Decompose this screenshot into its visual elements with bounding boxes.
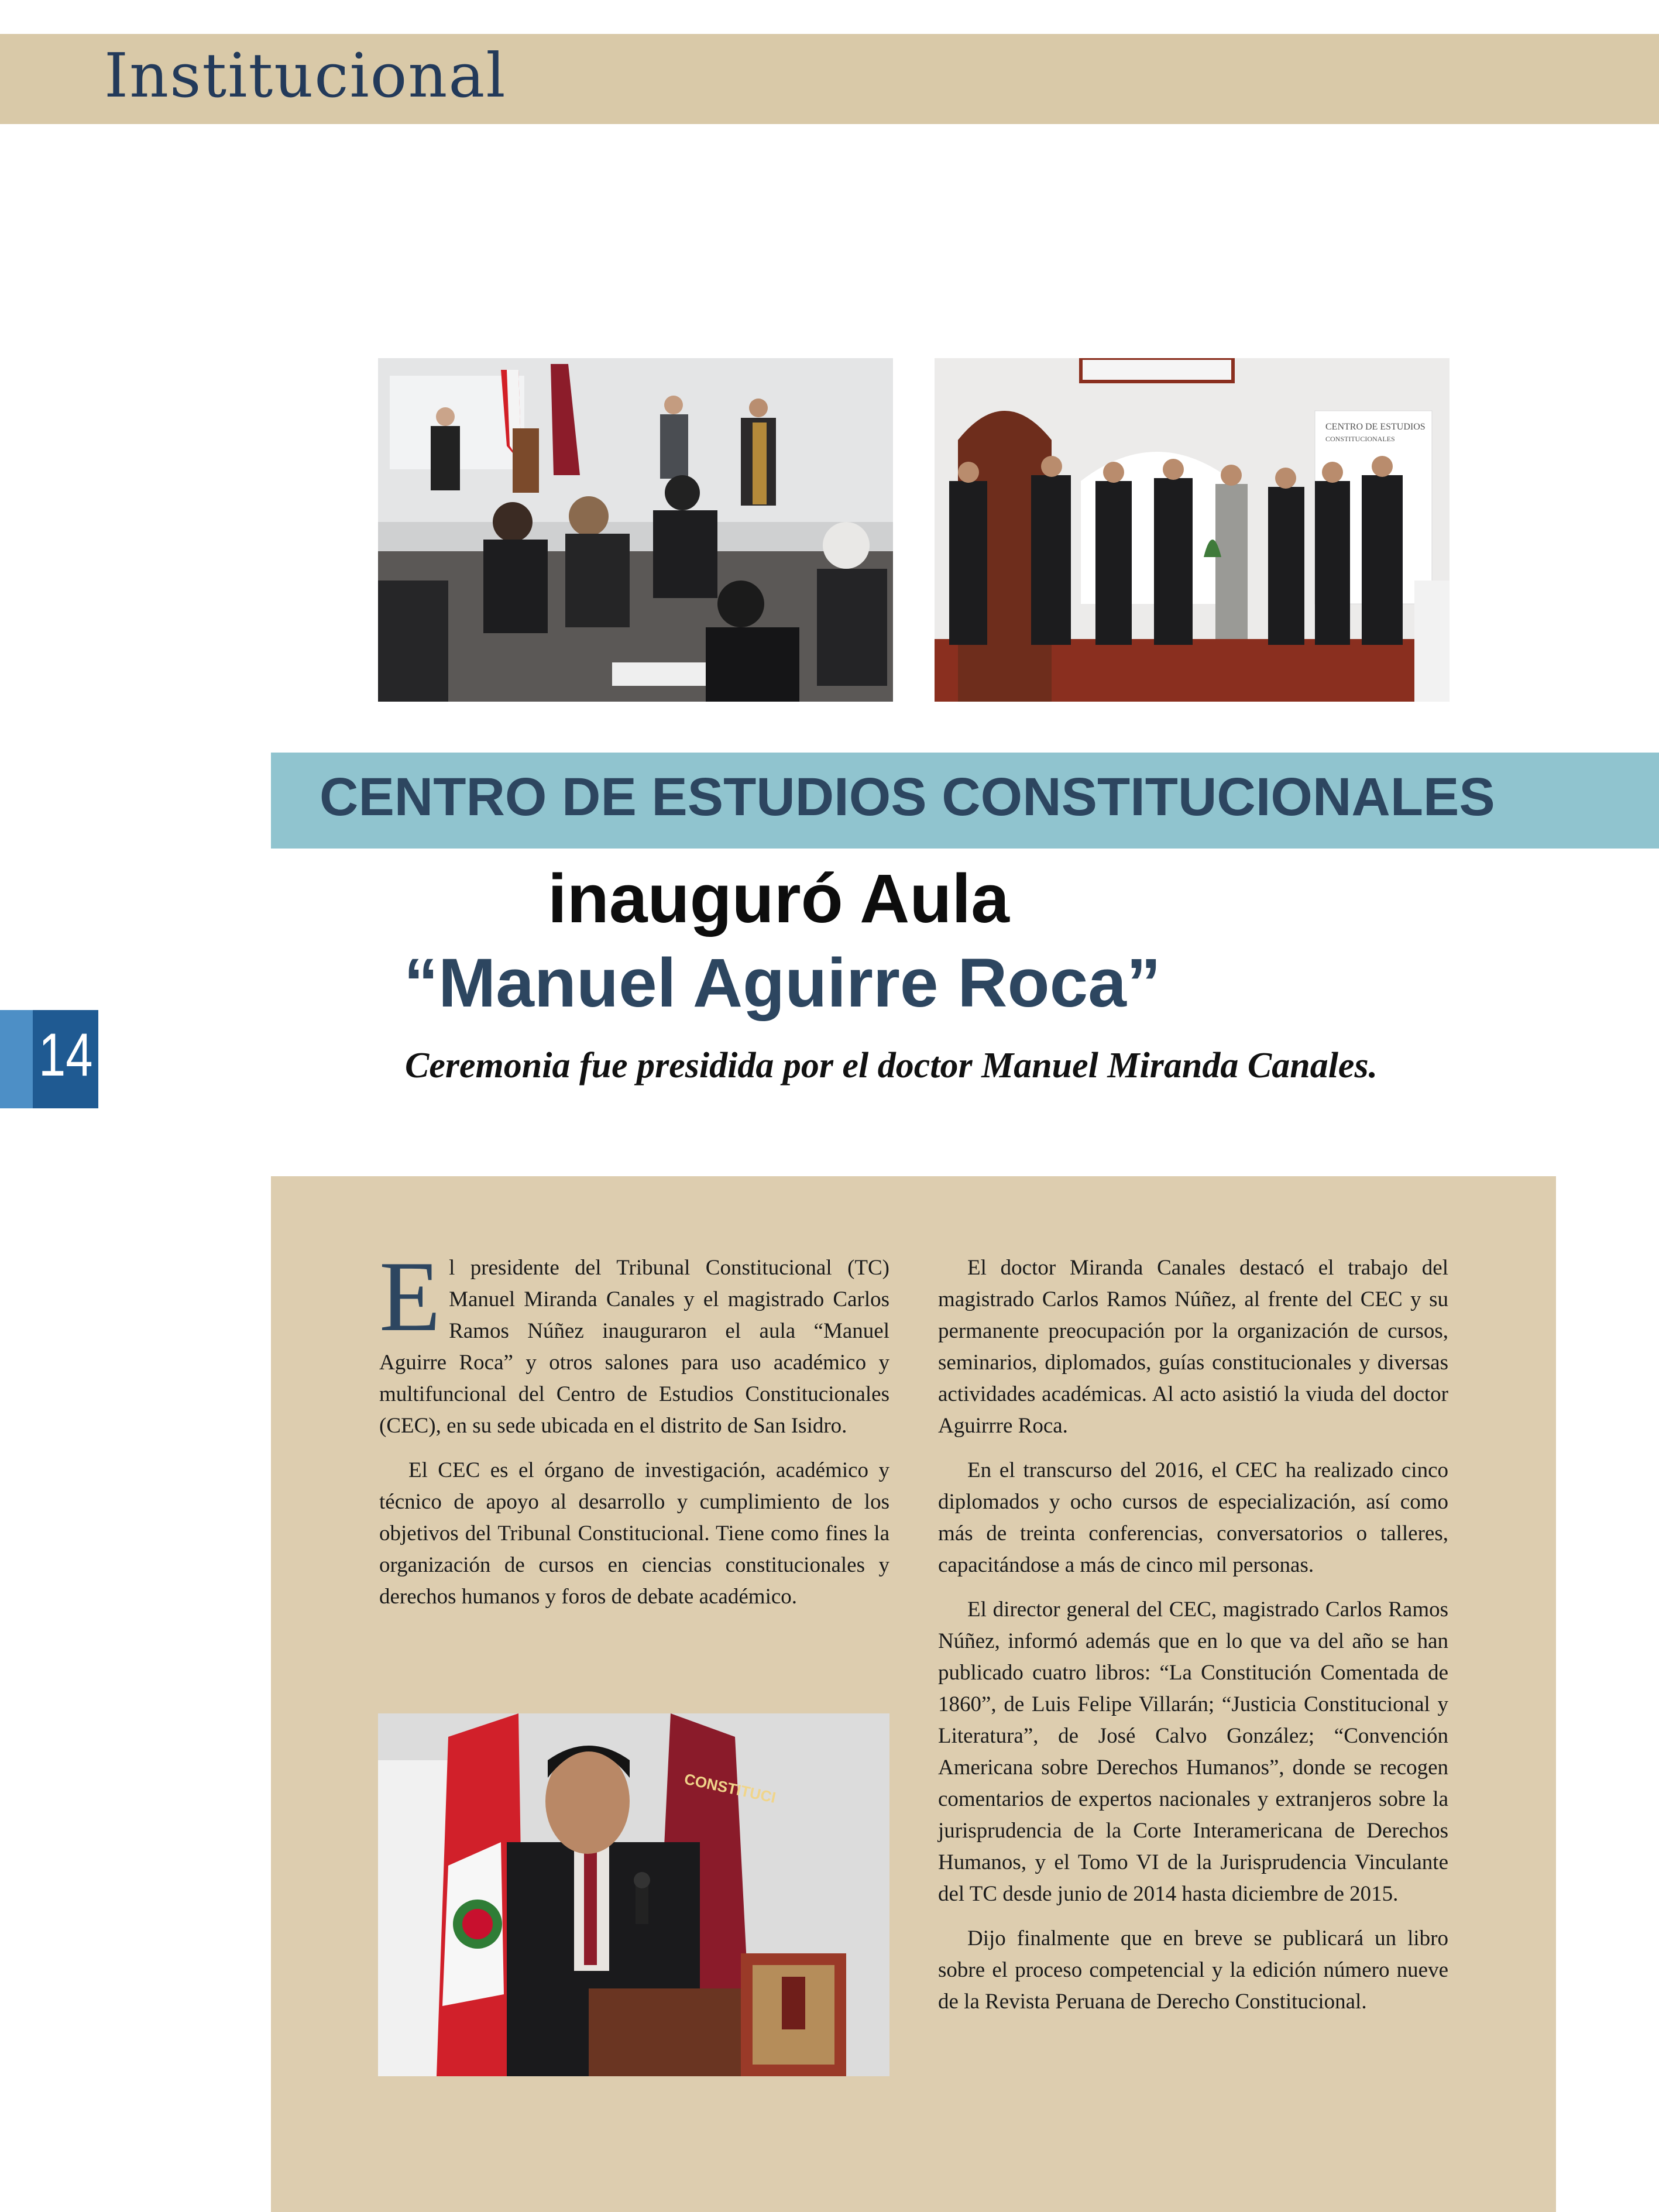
article-paragraph: En el transcurso del 2016, el CEC ha realizado cinco diplomados y ocho cursos de especialización, así como más de treinta conferencias, conversatorios o talleres, capacitándose a más de cinco mil personas.	[938, 1458, 1448, 1577]
article-paragraph: El CEC es el órgano de investigación, académico y técnico de apoyo al desarrollo y cumplimiento de los objetivos del Tribunal Constitucional. Tiene como fines la organización de cursos en ciencias constitucionales y derechos humanos y foros de debate académico.	[379, 1458, 889, 1609]
article-paragraph	[379, 1241, 889, 1442]
speaker-photo	[378, 1713, 889, 2076]
group-photo	[935, 358, 1450, 702]
ceremony-photo-image	[378, 358, 893, 702]
headline-subtitle: Ceremonia fue presidida por el doctor Manuel Miranda Canales.	[405, 1046, 1378, 1086]
banner-text: CONSTITUCI	[682, 1770, 778, 1806]
drop-cap: E	[379, 1241, 441, 1352]
speaker-photo-image	[378, 1713, 889, 2076]
article-column-right	[938, 1252, 1448, 2031]
headline-title: CENTRO DE ESTUDIOS CONSTITUCIONALES	[320, 767, 1495, 827]
cec-sign-line1: CENTRO DE ESTUDIOS	[1325, 422, 1426, 432]
page-number: 14	[39, 1021, 93, 1089]
ceremony-photo	[378, 358, 893, 702]
page-number-tab-accent	[0, 1010, 33, 1108]
article-paragraph: Dijo finalmente que en breve se publicará un libro sobre el proceso competencial y la edición número nueve de la Revista Peruana de Derecho Constitucional.	[938, 1926, 1448, 2014]
article-paragraph: El doctor Miranda Canales destacó el trabajo del magistrado Carlos Ramos Núñez, al frente del CEC y su permanente preocupación por la organización de cursos, seminarios, diplomados, guías constitucionales y diversas actividades académicas. Al acto asistió la viuda del doctor Aguirrre Roca.	[938, 1256, 1448, 1438]
article-column-left	[379, 1241, 889, 1626]
group-photo-image	[935, 358, 1450, 702]
section-title: Institucional	[104, 40, 507, 111]
headline-line3: “Manuel Aguirre Roca”	[404, 944, 1161, 1022]
article-paragraph-text: l presidente del Tribunal Constitucional (TC) Manuel Miranda Canales y el magistrado Carlos Ramos Núñez inauguraron el aula “Manuel Aguirre Roca” y otros salones para uso académico y multifuncional del Centro de Estudios Constitucionales (CEC), en su sede ubicada en el distrito de San Isidro.	[379, 1256, 889, 1438]
article-paragraph: El director general del CEC, magistrado Carlos Ramos Núñez, informó además que en lo que va del año se han publicado cuatro libros: “La Constitución Comentada de 1860”, de Luis Felipe Villarán; “Justicia Constitucional y Literatura”, de José Calvo González; “Convención Americana sobre Derechos Humanos”, donde se recogen comentarios de expertos nacionales y extranjeros sobre la jurisprudencia de la Corte Interamericana de Derechos Humanos, y el Tomo VI de la Jurisprudencia Vinculante del TC desde junio de 2014 hasta diciembre de 2015.	[938, 1598, 1448, 1906]
headline-line2: inauguró Aula	[548, 860, 1009, 937]
cec-sign-line2: CONSTITUCIONALES	[1325, 435, 1395, 443]
